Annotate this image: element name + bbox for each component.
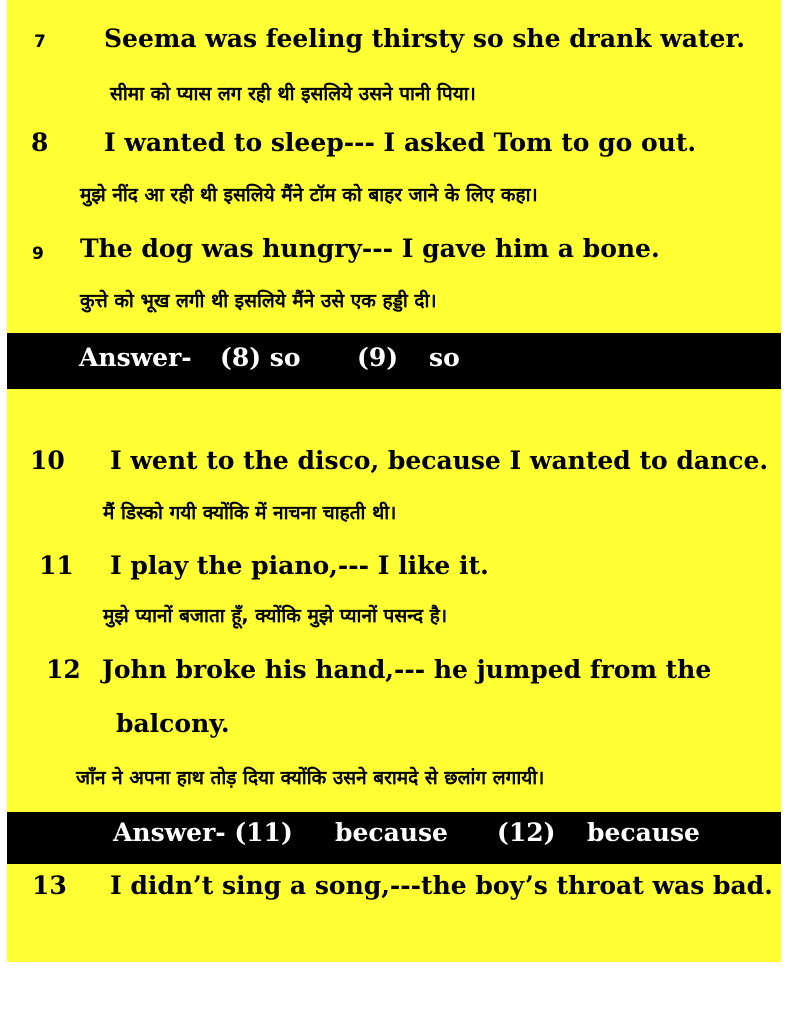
item-10-english: I went to the disco, because I wanted to dance.	[110, 446, 769, 475]
item-9-hindi: कुत्ते को भूख लगी थी इसलिये मैंने उसे एक हड्डी दी।	[80, 290, 437, 312]
answer-1-label: Answer-	[79, 343, 192, 372]
item-11-english: I play the piano,--- I like it.	[110, 551, 489, 580]
item-8-english: I wanted to sleep--- I asked Tom to go out.	[104, 128, 697, 157]
item-7-english: Seema was feeling thirsty so she drank water.	[104, 24, 746, 53]
item-12-english-line1: John broke his hand,--- he jumped from the	[102, 655, 712, 684]
item-11-hindi: मुझे प्यानों बजाता हूँ, क्योंकि मुझे प्यानों पसन्द है।	[103, 605, 448, 627]
item-8-hindi: मुझे नींद आ रही थी इसलिये मैंने टॉम को बाहर जाने के लिए कहा।	[80, 184, 538, 206]
answer-2-label: Answer- (11)	[113, 818, 293, 847]
answer-1-second-number: (9)	[357, 343, 399, 372]
item-10-hindi: मैं डिस्को गयी क्योंकि में नाचना चाहती थी।	[103, 502, 397, 524]
answer-2-second-number: (12)	[497, 818, 556, 847]
item-12-english-line2: balcony.	[116, 709, 230, 738]
item-number-12: 12	[46, 655, 81, 684]
item-number-13: 13	[32, 871, 67, 900]
item-number-10: 10	[30, 446, 65, 475]
answer-1-first: (8) so	[220, 343, 301, 372]
item-number-8: 8	[31, 128, 49, 157]
answer-bar-1	[7, 333, 781, 389]
item-12-hindi: जाँन ने अपना हाथ तोड़ दिया क्योंकि उसने बरामदे से छलांग लगायी।	[76, 767, 545, 789]
item-number-7: 7	[34, 32, 46, 52]
item-number-9: 9	[32, 244, 44, 264]
item-9-english: The dog was hungry--- I gave him a bone.	[80, 234, 660, 263]
item-7-hindi: सीमा को प्यास लग रही थी इसलिये उसने पानी पिया।	[110, 83, 476, 105]
answer-bar-2	[7, 812, 781, 864]
answer-2-first-word: because	[335, 818, 448, 847]
answer-2-second-word: because	[587, 818, 700, 847]
item-13-english: I didn’t sing a song,---the boy’s throat was bad.	[110, 871, 773, 900]
item-number-11: 11	[39, 551, 74, 580]
answer-1-second-word: so	[429, 343, 460, 372]
